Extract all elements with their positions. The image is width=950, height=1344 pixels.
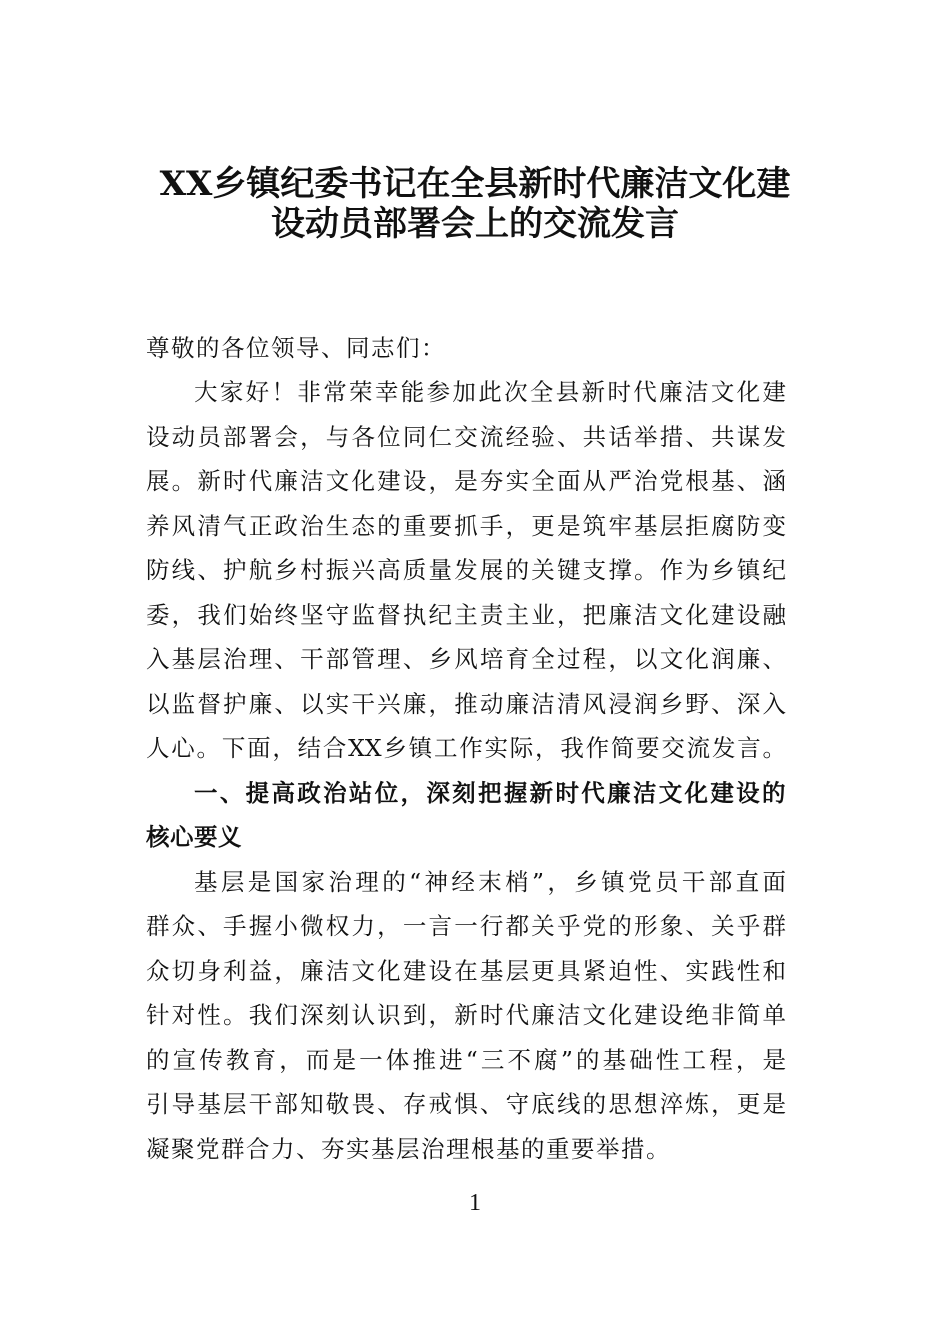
paragraph-1-line: 入基层治理、干部管理、乡风培育全过程，以文化润廉、 (146, 645, 786, 673)
paragraph-1-line: 展。新时代廉洁文化建设，是夯实全面从严治党根基、涵 (146, 467, 786, 495)
document-title-line-1: XX乡镇纪委书记在全县新时代廉洁文化建 (159, 164, 791, 204)
page-number: 1 (469, 1190, 481, 1216)
paragraph-1-line: 防线、护航乡村振兴高质量发展的关键支撑。作为乡镇纪 (146, 556, 786, 584)
paragraph-2-line: 针对性。我们深刻认识到，新时代廉洁文化建设绝非简单 (146, 1001, 786, 1029)
section-1-heading-line-2: 核心要义 (146, 823, 242, 851)
paragraph-1-line: 人心。下面，结合XX乡镇工作实际，我作简要交流发言。 (146, 734, 786, 762)
paragraph-2-line: 基层是国家治理的“神经末梢”，乡镇党员干部直面 (194, 868, 786, 896)
paragraph-2-line: 的宣传教育，而是一体推进“三不腐”的基础性工程，是 (146, 1046, 786, 1074)
paragraph-1-line: 设动员部署会，与各位同仁交流经验、共话举措、共谋发 (146, 423, 786, 451)
document-title-line-2: 设动员部署会上的交流发言 (271, 204, 679, 244)
paragraph-2-line: 凝聚党群合力、夯实基层治理根基的重要举措。 (146, 1135, 671, 1163)
paragraph-2-line: 引导基层干部知敬畏、存戒惧、守底线的思想淬炼，更是 (146, 1090, 786, 1118)
paragraph-1-line: 委，我们始终坚守监督执纪主责主业，把廉洁文化建设融 (146, 601, 786, 629)
paragraph-2-line: 群众、手握小微权力，一言一行都关乎党的形象、关乎群 (146, 912, 786, 940)
section-1-heading-line-1: 一、提高政治站位，深刻把握新时代廉洁文化建设的 (194, 779, 786, 807)
paragraph-2-line: 众切身利益，廉洁文化建设在基层更具紧迫性、实践性和 (146, 957, 786, 985)
paragraph-1-line: 以监督护廉、以实干兴廉，推动廉洁清风浸润乡野、深入 (146, 690, 786, 718)
salutation: 尊敬的各位领导、同志们： (146, 334, 446, 362)
paragraph-1-line: 养风清气正政治生态的重要抓手，更是筑牢基层拒腐防变 (146, 512, 786, 540)
paragraph-1-line: 大家好！非常荣幸能参加此次全县新时代廉洁文化建 (194, 378, 786, 406)
